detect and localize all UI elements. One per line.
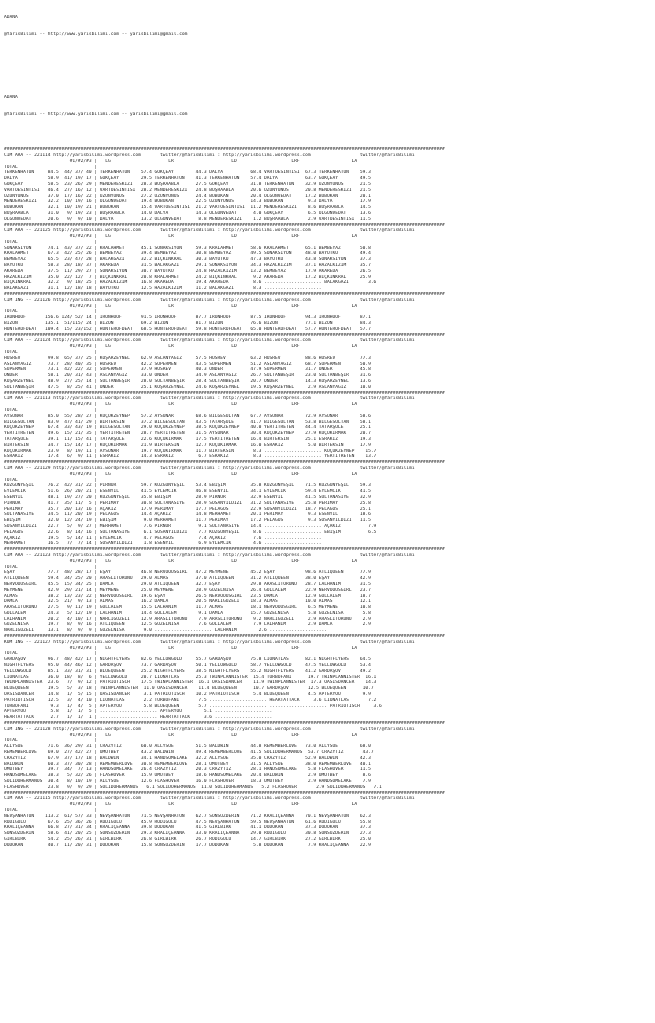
spacer xyxy=(4,49,655,83)
table-row: ASLANYAĞIZ 73.7 28/ 40/ 35 | HUSREV 42.2 SÜPERMEN 43.5 SÜPERMEN 51.2 ASLANYAĞIZ 68.7 SÜPERMEN 50.9 xyxy=(4,361,371,367)
table-row: ALLYSUE 71.6 36/ 29/ 31 | CRAZYTIZ 60.0 ALLYSUE 51.5 BALDWIN 44.8 REMEMBERLOVE 73.0 ALLYSUE 68.0 xyxy=(4,744,371,750)
table-row: ÖNDER 58.1 20/ 31/ 43 | ASLANYAĞIZ 33.0 ÖNDER 34.9 ASLANYAĞIZ 26.7 SULTANBEŞİR 23.0 SULTANBEŞİR 31.6 xyxy=(4,373,371,379)
separator-line: ################################################################################################################################################################# xyxy=(4,222,445,228)
table-row: BALAKGAZİ 31.1 12/ 18/ 18 | BAYUTKU 12.5 HAZALKIZIM 11.2 BALAKGAZİ 8.3 ..................... xyxy=(4,286,322,292)
race-header-line: KUM ING -- 221127 http://yarisbilimi.wordpress.com twitter/@YarisBilimi : http://yarisbilimi.wordpress.com twitter/@YarisBilimi xyxy=(4,639,415,645)
header-city-repeat: ADANA xyxy=(4,94,18,100)
table-row: TOTAL | xyxy=(4,651,98,657)
table-row: BUŞRAABLA 31.0 9/ 19/ 23 | BUŞRAABLA 14.0 DALYA 14.3 OLGUNVEDAT 4.0 GÖKÇEAY 6.5 OLGUNVEDAT 13.6 xyxy=(4,210,371,216)
table-row: #1/#2/#3 | LG LR LD LRF LA xyxy=(4,645,358,651)
table-row: BAYUTKU 58.3 28/ 18/ 37 | AKAREDA 31.5 BALAKGAZİ 29.1 SONAKSİYON 34.3 HAZALKIZIM 37.1 HAZALKIZIM 35.7 xyxy=(4,263,371,269)
table-row: BİLGESULTAN 83.9 47/ 41/ 29 | BİRTEKSİN 37.2 BİLGESULTAN 43.5 TATARŞULE 41.7 BİLGESULTAN 53.8 BİLGESULTAN 58.1 xyxy=(4,419,371,425)
table-row: DODOKAN 40.7 11/ 20/ 31 | DODOKAN 15.8 SONSUZDERİN 17.7 DODOKAN 5.8 DODOKAN 7.9 KRALİÇEANNA 22.9 xyxy=(4,842,371,848)
table-row: LIONATLAS 36.0 18/ 8/ 6 | YELLOWGOLD 20.7 LIONATLAS 25.3 TWINPLANNISTER 15.4 TURBOFANI 19.7 TWINPLANNISTER 16.1 xyxy=(4,674,377,680)
race-header-line: CIM ING -- 221126 http://yarisbilimi.wordpress.com twitter/@YarisBilimi : http://yarisbilimi.wordpress.com twitter/@YarisBilimi xyxy=(4,297,415,303)
table-row: TATARŞULE 39.1 11/ 15/ 41 | TATARŞULE 22.6 KÜÇÜKIRMAK 17.5 YERTİTRETEN 16.4 BİRTEKSİN 25.1 ESRAKIZ 19.3 xyxy=(4,436,371,442)
table-row: KÜÇÜKIRMAK 23.9 8/ 19/ 11 | AYSUNAR 19.7 KÜÇÜKIRMAK 11.7 BİRTEKSİN 8.3 ..................... KÜÇÜKZEYNEP 15.7 xyxy=(4,448,377,454)
table-row: PERİMAY 35.7 20/ 13/ 16 | AÇAKIZ 17.9 PERİMAY 17.7 PELAGOS 22.9 SOSANYILDIZI 18.7 PELAGOS 25.1 xyxy=(4,506,371,512)
table-row: EBİŞİM 32.0 12/ 24/ 19 | EBİŞİM 9.0 MERHAMET 11.7 PERİMAY 17.2 PELAGOS 9.3 SOSANYILDIZI 11.5 xyxy=(4,518,371,524)
table-row: OLGUNVEDAT 20.6 9/ 9/ 10 | DALYA 13.2 OLGUNVEDAT 8.8 MENDERESKIZI 1.2 BUŞRAABLA 2.9 VARTOESİNTİSİ 11.5 xyxy=(4,216,371,222)
header-contact-repeat: @YarisBilimi -- http://www.yarisbilimi.com -- yarisbilimi@gmail.com xyxy=(4,112,188,118)
separator-line: ################################################################################################################################################################# xyxy=(4,460,445,466)
table-row: SONSUZDERİN 58.6 41/ 20/ 25 | SONSUZDERİN 29.3 KRALİÇEANNA 33.0 KRALİÇEANNA 29.0 RODİGÜLÜ 30.8 SONSUZDERİN 27.3 xyxy=(4,831,371,837)
table-row: TURBOFANI 9.3 1/ 4/ 5 | APTERYOU 5.8 BLUEQUEEN 5.7 ..................... ..................... PATRIOTISCH 3.6 xyxy=(4,703,382,709)
table-row: TWINPLANNISTER 23.6 7/ 9/ 12 | PATRIOTISCH 17.5 TWINPLANNISTER 16.1 OASISDANCER 11.9 TWINPLANNISTER 17.3 OASISDANCER 14.3 xyxy=(4,680,377,686)
table-row: #1/#2/#3 | LG LR LD LRF LA xyxy=(4,471,358,477)
table-row: FLASHOVER 23.8 9/ 9/ 29 | SOLIDOHERMANOS 6.1 SOLIDOHERMANOS 11.0 SOLIDOHERMANOS 5.2 FLASHOVER 2.9 SOLIDOHERMANOS 7.1 xyxy=(4,784,382,790)
table-row: ATLIQUEEN 59.4 34/ 25/ 20 | ARASLITORUNU 29.0 ALMAS 37.0 ATLIQUEEN 31.2 ATLIQUEEN 38.0 EŞAY 42.9 xyxy=(4,576,371,582)
table-row: PİRNUR 41.7 35/ 11/ 5 | PERİMAY 30.8 SULTANASİYE 28.9 SOSANYILDIZI 31.2 SULTANASİYE 25.8 PERİMAY 25.8 xyxy=(4,500,371,506)
separator-line: ################################################################################################################################################################# xyxy=(4,147,445,153)
race-header-line: CIM ARA -- 221123 http://yarisbilimi.wordpress.com twitter/@YarisBilimi : http://yarisbilimi.wordpress.com twitter/@YarisBilimi xyxy=(4,552,415,558)
table-row: #1/#2/#3 | LG LR LD LRF LA xyxy=(4,158,358,164)
table-row: KÜÇÜKZEYNEP 67.4 33/ 43/ 19 | BİLGESULTAN 29.0 KÜÇÜKZEYNEP 38.5 KÜÇÜKZEYNEP 40.0 YERTİTRETEN 44.4 TATARŞULE 25.1 xyxy=(4,425,371,431)
table-row: TOTAL | xyxy=(4,477,98,483)
table-row: #1/#2/#3 | LG LR LD LRF LA xyxy=(4,732,358,738)
table-row: LALHANIM 20.2 4/ 10/ 17 | NARLIGÜZELİ 12.9 ARASLITORUNU 7.9 ARASLITORUNU 9.2 NARLIGÜZELİ 2.9 ARASLITORUNU 2.9 xyxy=(4,616,371,622)
table-row: IRONHOOF 156.6 124/ 52/ 14 | IRONHOOF 91.5 IRONHOOF 87.7 IRONHOOF 87.5 IRONHOOF 94.3 IRONHOOF 87.1 xyxy=(4,315,371,321)
table-row: TOTAL | xyxy=(4,350,98,356)
table-row: HANDSOMELAKE 38.3 5/ 32/ 26 | FLASHOVER 15.9 UMUTBEY 18.6 HANDSOMELAKE 20.4 BALDWIN 2.9 UMUTBEY 8.6 xyxy=(4,773,371,779)
table-row: RODİGÜLÜ 67.6 25/ 36/ 26 | RODİGÜLÜ 45.9 RODİGÜLÜ 47.5 NEVŞANHATUN 59.5 NEVŞANHATUN 61.6 RODİGÜLÜ 55.8 xyxy=(4,819,371,825)
table-row: #1/#2/#3 | LG LR LD LRF LA xyxy=(4,802,358,808)
table-row: APTERYOU 5.8 1/ 1/ 5 | ..................... APTERYOU 5.1 ..................... xyxy=(4,709,273,715)
table-row: SULTANASİYE 34.5 11/ 20/ 19 | PELAGOS 14.4 AÇAKIZ 14.8 MERHAMET 20.1 PERİMAY 9.3 ESENYIL 18.6 xyxy=(4,512,371,518)
race-header-line: CIM ING -- 221128 http://yarisbilimi.wordpress.com twitter/@YarisBilimi : http://yarisbilimi.wordpress.com twitter/@YarisBilimi xyxy=(4,726,415,732)
race-header-line: CIM ARA -- 221129 http://yarisbilimi.wordpress.com twitter/@YarisBilimi : http://yarisbilimi.wordpress.com twitter/@YarisBilimi xyxy=(4,465,415,471)
table-row: NIGHTFLYERS 95.0 44/ 46/ 12 | GARDAŞOV 73.7 GARDAŞOV 50.1 YELLOWGOLD 58.7 YELLOWGOLD 47.5 YELLOWGOLD 53.4 xyxy=(4,663,371,669)
table-row: AKAREDA 37.5 11/ 29/ 27 | SONAKSİYON 30.7 BAYUTKU 24.8 HAZALKIZIM 13.2 BEMBEYAZ 17.9 AKAREDA 26.5 xyxy=(4,268,371,274)
table-row: TOTAL | xyxy=(4,807,98,813)
table-row: HUNTEROFDEAT 109.4 15/ 23/152 | HUNTEROFDEAT 68.5 HUNTEROFDEAT 59.8 HUNTEROFDEAT 65.0 HUNTEROFDEAT 57.7 HUNTEROFDEAT 57.7 xyxy=(4,326,371,332)
table-row: GÖKÇEAY 58.5 23/ 26/ 29 | MENDERESKIZI 28.3 BUŞRAABLA 27.5 GÖKÇEAY 31.8 TERKENHATUN 32.9 UZUNYUNUS 21.5 xyxy=(4,181,371,187)
table-row: BIZON 135.1 51/115/ 24 | BIZON 69.2 BIZON 81.7 BIZON 76.6 BIZON 77.1 BIZON 84.3 xyxy=(4,321,371,327)
table-row: #1/#2/#3 | LG LR LD LRF LA xyxy=(4,402,358,408)
table-row: TERKENHATUN 84.5 44/ 37/ 40 | TERKENHATUN 57.4 GÖKÇEAY 44.3 DALYA 68.4 VARTOESİNTİSİ 67.3 TERKENHATUN 59.3 xyxy=(4,170,371,176)
separator-line: ################################################################################################################################################################# xyxy=(4,721,445,727)
table-row: AYSUNAR 85.0 55/ 28/ 27 | KÜÇÜKZEYNEP 57.2 AYSUNAR 68.6 BİLGESULTAN 67.7 AYSUNAR 72.9 AYSUNAR 58.6 xyxy=(4,413,371,419)
table-row: GÜZELNISA 19.7 8/ 9/ 16 | ATLIQUEEN 12.5 GÜZELNISA 7.6 GÖLLALEM 7.9 LALHANIM 2.9 DAMLA 2.9 xyxy=(4,622,371,628)
table-row: UZUNYUNUS 37.0 17/ 16/ 22 | UZUNYUNUS 27.2 UZUNYUNUS 24.4 BUBUKAN 20.4 OLGUNVEDAT 17.2 BUBUKAN 20.1 xyxy=(4,193,371,199)
table-row: NARLIGÜZELİ 13.1 8/ 9/ 9 | GÜZELNISA 9.0 ..................... LALHANIM 2.6 ..................... xyxy=(4,628,328,634)
separator-line: ################################################################################################################################################################# xyxy=(4,547,445,553)
table-row: SULTANBEŞİR 47.5 8/ 25/ 41 | ÖNDER 25.1 KOŞARZEYNEL 24.6 KOŞARZEYNEL 19.5 KOŞARZEYNEL 2.9 ASLANYAĞIZ 10.0 xyxy=(4,384,371,390)
table-row: MEYMENE 42.9 29/ 21/ 14 | MEYMENE 25.0 MEYMENE 28.9 GÜZELNISA 26.4 GÖLLALEM 22.9 NERVOOUSGIRL 23.7 xyxy=(4,587,371,593)
table-row: TOTAL | xyxy=(4,564,98,570)
race-header-line: CIM ARA -- 221125 http://yarisbilimi.wordpress.com twitter/@YarisBilimi : http://yarisbilimi.wordpress.com twitter/@YarisBilimi xyxy=(4,228,415,234)
table-row: NEVŞANHATUN 113.2 61/ 57/ 33 | NEVŞANHATUN 71.5 NEVŞANHATUN 62.7 SONSUZDERİN 71.2 KRALİÇEANNA 70.1 NEVŞANHATUN 62.3 xyxy=(4,813,371,819)
race-header-line: CIM ARA -- 221114 http://yarisbilimi.wordpress.com twitter/@YarisBilimi : http://yarisbilimi.wordpress.com twitter/@YarisBilimi xyxy=(4,152,415,158)
table-row: BALDWIN 60.3 37/ 30/ 28 | REMEMBERLOVE 30.8 REMEMBERLOVE 28.1 UMUTBEY 31.5 ALLYSUE 38.0 REMEMBERLOVE 40.1 xyxy=(4,761,371,767)
table-row: SOLIDOHERMANOS 30.4 8/ 10/ 19 | ALLYSUE 12.6 FLASHOVER 16.0 FLASHOVER 18.3 UMUTBEY 2.9 HANDSOMELAKE 7.9 xyxy=(4,779,371,784)
table-row: #1/#2/#3 | LG LR LD LRF LA xyxy=(4,558,358,564)
separator-line: ################################################################################################################################################################# xyxy=(4,332,445,338)
table-row: #1/#2/#3 | LG LR LD LRF LA xyxy=(4,344,358,350)
table-row: ARASLITORUNU 27.5 9/ 11/ 19 | GÖLLALEM 15.5 LALHANIM 11.7 ALMAS 18.1 NERVOOUSGIRL 6.5 MEYMENE 10.8 xyxy=(4,605,371,611)
table-row: SÜPERMEN 73.1 42/ 22/ 32 | SÜPERMEN 37.9 HUSREV 40.3 ÖNDER 47.9 SÜPERMEN 31.7 ÖNDER 45.8 xyxy=(4,367,371,373)
race-header-line: CIM ARA -- 221124 http://yarisbilimi.wordpress.com twitter/@YarisBilimi : http://yarisbilimi.wordpress.com twitter/@YarisBilimi xyxy=(4,338,415,344)
table-row: TOTAL | xyxy=(4,309,98,315)
table-row: BIÇKINKRAL 32.2 9/ 18/ 25 | HAZALKIZIM 16.8 AKAREDA 19.4 AKAREDA 8.6 ..................... BALAKGAZİ 3.6 xyxy=(4,280,377,286)
race-header-line: CIM ARA -- 221113 http://yarisbilimi.wordpress.com twitter/@YarisBilimi : http://yarisbilimi.wordpress.com twitter/@YarisBilimi xyxy=(4,396,415,402)
table-row: KRALAHMET 67.3 42/ 25/ 26 | BEMBEYAZ 39.4 BEMBEYAZ 30.8 BEMBEYAZ 49.5 SONAKSİYON 48.0 BAYUTKU 49.4 xyxy=(4,251,371,257)
table-row: EŞAY 77.7 48/ 28/ 17 | EŞAY 46.8 NERVOOUSGIRL 47.2 MEYMENE 45.2 EŞAY 98.6 ATLIQUEEN 77.9 xyxy=(4,570,371,576)
table-row: SOSANYILDIZI 22.7 5/ 9/ 27 | MERHAMET 7.6 PİRNUR 9.1 SULTANASİYE 14.4 ..................... AÇAKIZ 7.9 xyxy=(4,523,377,529)
table-row: YERTİTRETEN 49.6 15/ 21/ 35 | YERTİTRETEN 28.7 YERTİTRETEN 31.5 AYSUNAR 30.4 KÜÇÜKZEYNEP 27.9 KÜÇÜKIRMAK 20.7 xyxy=(4,431,371,437)
table-row: HAZALKIZIM 35.0 22/ 12/ 7 | BIÇKINKRAL 20.8 KRALAHMET 24.2 BIÇKINKRAL 9.2 AKAREDA 17.2 BIÇKINKRAL 25.9 xyxy=(4,274,371,280)
separator-line: ################################################################################################################################################################# xyxy=(4,390,445,396)
table-row: BUBUKAN 32.1 10/ 19/ 21 | BUBUKAN 15.4 VARTOESİNTİSİ 21.2 VARTOESİNTİSİ 11.2 MENDERESKIZI 8.6 BUŞRAABLA 14.5 xyxy=(4,205,371,211)
table-row: PATRIOTISCH 12.5 3/ 4/ 10 | LIONATLAS 2.2 TURBOFANI 7.5 ..................... HEARTATTACK 3.6 LIONATLAS 7.2 xyxy=(4,697,377,703)
header-city: ADANA xyxy=(4,14,18,20)
table-row: YELLOWGOLD 85.1 33/ 31/ 31 | BLUEQUEEN 25.2 NIGHTFLYERS 38.5 NIGHTFLYERS 55.2 NIGHTFLYERS 41.2 GARDAŞOV 49.2 xyxy=(4,668,371,674)
table-row: BİRTEKSİN 34.7 15/ 14/ 17 | KÜÇÜKIRMAK 21.9 BİRTEKSİN 12.7 KÜÇÜKIRMAK 16.0 ESRAKIZ 5.0 BİRTEKSİN 17.9 xyxy=(4,442,371,448)
table-row: BLUEQUEEN 19.5 5/ 3/ 18 | TWINPLANNISTER 11.0 OASISDANCER 11.4 BLUEQUEEN 10.7 GARDAŞOV 12.5 BLUEQUEEN 10.7 xyxy=(4,686,374,692)
table-row: HUSREV 99.8 65/ 37/ 25 | KOŞARZEYNEL 62.9 ASLANYAĞIZ 57.5 HUSREV 63.2 HUSREV 88.6 HUSREV 77.3 xyxy=(4,355,371,361)
table-row: TOTAL | xyxy=(4,408,98,413)
table-row: VARTOESİNTİSİ 46.4 27/ 16/ 12 | VARTOESİNTİSİ 28.2 MENDERESKIZI 24.8 BUŞRAABLA 20.6 UZUNYUNUS 20.8 MENDERESKIZI 21.5 xyxy=(4,187,371,193)
table-row: TOTAL | xyxy=(4,164,98,170)
table-row: DALYA 58.9 41/ 19/ 17 | GÖKÇEAY 29.5 TERKENHATUN 41.3 TERKENHATUN 57.4 DALYA 63.7 GÖKÇEAY 49.5 xyxy=(4,176,371,182)
table-row: MENDERESKIZI 32.2 10/ 19/ 16 | OLGUNVEDAT 19.4 BUBUKAN 22.5 UZUNYUNUS 14.3 BUBUKAN 9.3 DALYA 17.9 xyxy=(4,199,371,205)
table-row: SONAKSİYON 74.1 43/ 37/ 22 | KRALAHMET 45.1 SONAKSİYON 59.3 KRALAHMET 58.6 KRALAHMET 65.1 BEMBEYAZ 50.8 xyxy=(4,245,371,251)
table-row: PELAGOS 22.6 8/ 14/ 16 | SULTANASİYE 6.1 SOSANYILDIZI 7.7 KUZGUNYEŞİL 8.6 ..................... EBİŞİM 6.5 xyxy=(4,529,377,535)
table-row: ALMAS 38.2 13/ 23/ 22 | NERVOOUSGIRL 19.6 EŞAY 26.5 NERVOOUSGIRL 23.5 DAMLA 12.9 GÖLLALEM 18.7 xyxy=(4,593,371,599)
separator-line: ################################################################################################################################################################# xyxy=(4,634,445,640)
table-row: GİRLBİRK 54.2 25/ 26/ 31 | GİRLBİRK 26.8 GİRLBİRK 26.7 RODİGÜLÜ 14.7 GİRLBİRK 27.2 GİRLBİRK 25.0 xyxy=(4,836,371,842)
table-row: UMUTBEY 39.7 34/ 7/ 13 | HANDSOMELAKE 26.4 CRAZYTIZ 20.3 CRAZYTIZ 28.1 HANDSOMELAKE 5.8 FLASHOVER 11.5 xyxy=(4,767,371,773)
table-row: KUZGUNYEŞİL 76.2 42/ 31/ 22 | PİRNUR 59.7 KUZGUNYEŞİL 53.4 EBİŞİM 35.8 KUZGUNYEŞİL 71.5 KUZGUNYEŞİL 59.3 xyxy=(4,483,371,489)
table-row: EYLEMCİK 51.6 26/ 20/ 21 | ESENYIL 41.5 EYLEMCİK 46.8 ESENYIL 34.1 EYLEMCİK 59.4 EYLEMCİK 41.5 xyxy=(4,489,371,495)
table-row: #1/#2/#3 | LG LR LD LRF LA xyxy=(4,303,358,309)
table-row: HEARTATTACK 2.7 1/ 1/ 1 | ..................... HEARTATTACK 3.6 ..................... xyxy=(4,715,273,721)
table-row: ESENYIL 48.1 19/ 27/ 20 | KUZGUNYEŞİL 35.8 EBİŞİM 28.9 PİRNUR 32.9 ESENYIL 41.5 SULTANASİYE 32.9 xyxy=(4,494,371,500)
table-row: ESRAKIZ 17.4 6/ 9/ 11 | ESRAKIZ 14.3 ESRAKIZ 6.7 ESRAKIZ 8.3 ..................... YERTİTRETEN 13.7 xyxy=(4,454,377,460)
table-row: REMEMBERLOVE 69.0 27/ 42/ 27 | UMUTBEY 43.2 BALDWIN 49.4 REMEMBERLOVE 41.5 SOLIDOHERMANOS 53.7 CRAZYTIZ 43.7 xyxy=(4,750,374,756)
table-row: OASISDANCER 14.8 1/ 5/ 15 | OASISDANCER 3.1 PATRIOTISCH 10.2 PATRIOTISCH 5.4 BLUEQUEEN 4.5 APTERYOU 9.9 xyxy=(4,692,371,698)
table-row: NERVOOUSGIRL 45.5 15/ 34/ 25 | DAMLA 29.0 ATLIQUEEN 32.7 EŞAY 29.8 ARASLITORUNU 28.7 LALHANIM 31.5 xyxy=(4,581,371,587)
separator-line: ################################################################################################################################################################# xyxy=(4,292,445,298)
table-row: AÇAKIZ 19.5 5/ 14/ 11 | EYLEMCİK 4.7 PELAGOS 7.4 AÇAKIZ 7.6 ..................... xyxy=(4,535,322,541)
separator-line: ################################################################################################################################################################# xyxy=(4,790,445,796)
table-row: TOTAL | xyxy=(4,239,98,245)
table-row: KRALİÇEANNA 66.8 27/ 31/ 34 | KRALİÇEANNA 39.8 DODOKAN 41.5 GİRLBİRK 41.1 DODOKAN 37.3 DODOKAN 37.3 xyxy=(4,825,371,831)
race-header-line: CIM ARA -- 221115 http://yarisbilimi.wordpress.com twitter/@YarisBilimi : http://yarisbilimi.wordpress.com twitter/@YarisBilimi xyxy=(4,796,415,802)
table-row: CRAZYTIZ 67.9 37/ 17/ 18 | BALDWIN 34.1 HANDSOMELAKE 32.2 ALLYSUE 35.0 CRAZYTIZ 52.9 BALDWIN 42.3 xyxy=(4,755,371,761)
table-row: #1/#2/#3 | LG LR LD LRF LA xyxy=(4,234,358,240)
table-row: TOTAL | xyxy=(4,738,98,744)
table-row: DAMLA 32.5 21/ 9/ 13 | ALMAS 16.2 DAMLA 20.5 NARLIGÜZELİ 18.3 ALMAS 10.0 ALMAS 12.1 xyxy=(4,599,371,605)
race-tables xyxy=(4,147,655,848)
table-row: GÖLLALEM 24.3 5/ 12/ 19 | LALHANIM 14.4 GÖLLALEM 9.1 DAMLA 15.7 GÜZELNISA 5.8 GÜZELNISA 5.8 xyxy=(4,610,371,616)
table-row: GARDAŞOV 96.7 48/ 42/ 17 | NIGHTFLYERS 82.6 YELLOWGOLD 55.7 GARDAŞOV 75.8 LIONATLAS 82.1 NIGHTFLYERS 64.5 xyxy=(4,657,371,663)
table-row: BEMBEYAZ 65.5 23/ 47/ 28 | BALAKGAZİ 32.2 BIÇKINKRAL 30.3 BAYUTKU 47.3 BAYUTKU 43.8 SONAKSİYON 37.3 xyxy=(4,257,371,263)
header-contact: @YarisBilimi -- http://www.yarisbilimi.com -- yarisbilimi@gmail.com xyxy=(4,31,188,37)
table-row: MERHAMET 16.5 7/ 7/ 14 | SOSANYILDIZI 1.8 ESENYIL 6.9 EYLEMCİK 4.6 ..................... xyxy=(4,541,322,547)
table-row: KOŞARZEYNEL 48.9 27/ 25/ 14 | SULTANBEŞİR 28.0 SULTANBEŞİR 28.4 SULTANBEŞİR 20.7 ÖNDER 14.3 KOŞARZEYNEL 13.6 xyxy=(4,379,371,385)
